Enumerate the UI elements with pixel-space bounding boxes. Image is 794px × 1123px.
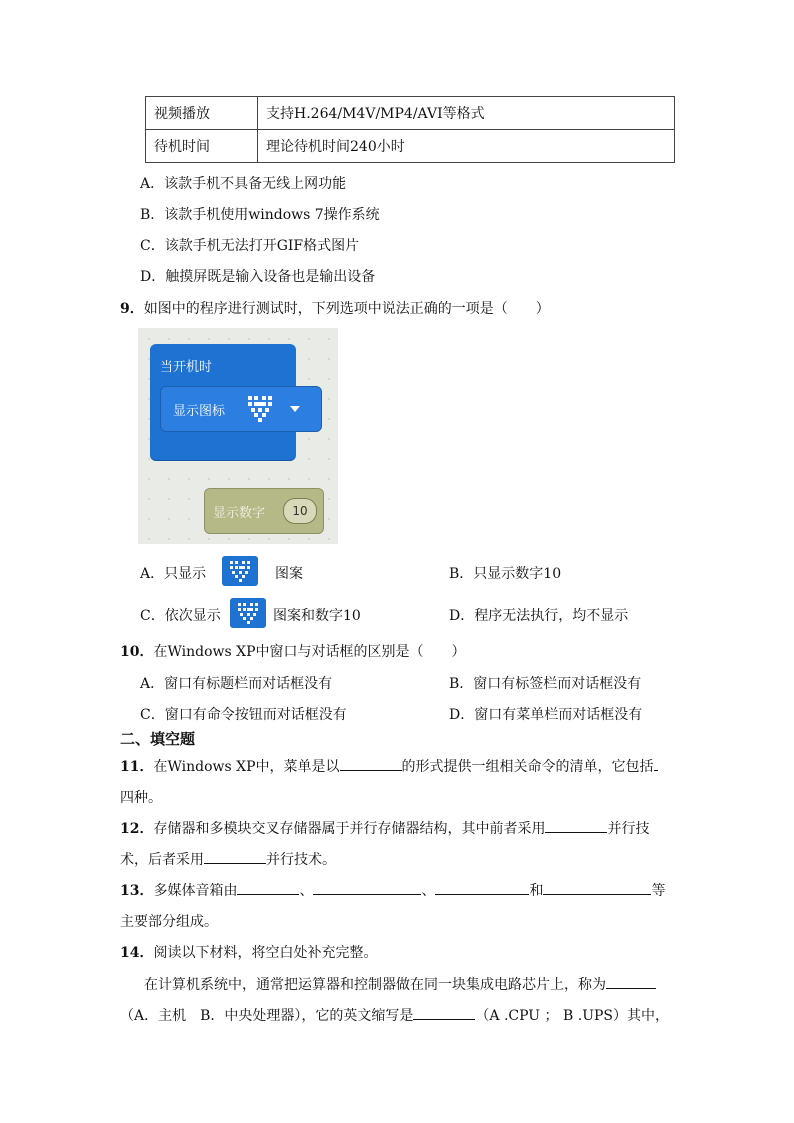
spec-table bbox=[145, 96, 675, 163]
option-c-suffix: 图案和数字10 bbox=[273, 608, 361, 624]
grid-dot bbox=[188, 518, 190, 520]
answer-blank[interactable] bbox=[413, 1005, 475, 1020]
grid-dot bbox=[328, 378, 330, 380]
table-row bbox=[146, 130, 675, 163]
option-c-prefix: C．依次显示 bbox=[140, 608, 221, 624]
grid-dot bbox=[328, 418, 330, 420]
q10-option-b: B．窗口有标签栏而对话框没有 bbox=[449, 676, 642, 692]
option-a-suffix: 图案 bbox=[275, 566, 303, 582]
grid-dot bbox=[148, 538, 150, 540]
option-a-prefix: A．只显示 bbox=[140, 566, 207, 582]
grid-dot bbox=[188, 538, 190, 540]
grid-dot bbox=[308, 338, 310, 340]
question-text: 如图中的程序进行测试时，下列选项中说法正确的一项是（ ） bbox=[143, 301, 550, 317]
question-text: 术，后者采用 bbox=[120, 852, 204, 868]
question-text: 存储器和多模块交叉存储器属于并行存储器结构，其中前者采用 bbox=[153, 821, 546, 837]
answer-blank[interactable] bbox=[313, 880, 421, 895]
grid-dot bbox=[308, 358, 310, 360]
q8-option-c: C．该款手机无法打开GIF格式图片 bbox=[140, 238, 360, 254]
grid-dot bbox=[148, 338, 150, 340]
question-text: 并行技 bbox=[607, 821, 650, 837]
table-cell-value: 支持H.264/M4V/MP4/AVI等格式 bbox=[258, 97, 675, 130]
q9-option-b: B．只显示数字10 bbox=[449, 566, 562, 582]
question-text: 在Windows XP中，菜单是以 bbox=[153, 759, 340, 775]
grid-dot bbox=[228, 538, 230, 540]
table-cell-value: 理论待机时间240小时 bbox=[258, 130, 675, 163]
show-number-block bbox=[204, 488, 324, 534]
question-text: 阅读以下材料，将空白处补充完整。 bbox=[153, 945, 378, 961]
grid-dot bbox=[328, 518, 330, 520]
grid-dot bbox=[208, 478, 210, 480]
program-block-image bbox=[138, 328, 338, 544]
answer-blank[interactable] bbox=[340, 756, 402, 771]
q8-option-a: A．该款手机不具备无线上网功能 bbox=[140, 176, 347, 192]
answer-blank[interactable] bbox=[237, 880, 299, 895]
question-number: 11． bbox=[120, 759, 154, 775]
grid-dot bbox=[168, 338, 170, 340]
number-value: 10 bbox=[283, 498, 317, 524]
separator: 和 bbox=[529, 883, 544, 899]
grid-dot bbox=[148, 498, 150, 500]
question-number: 13． bbox=[120, 883, 154, 899]
section-title: 二、填空题 bbox=[120, 730, 196, 748]
grid-dot bbox=[328, 458, 330, 460]
heart-led-icon bbox=[245, 393, 275, 423]
question-14 bbox=[120, 942, 377, 962]
grid-dot bbox=[168, 498, 170, 500]
q9-option-d: D．程序无法执行，均不显示 bbox=[449, 608, 629, 624]
heart-led-icon bbox=[230, 598, 266, 628]
grid-dot bbox=[328, 498, 330, 500]
grid-dot bbox=[268, 338, 270, 340]
question-number: 10． bbox=[120, 644, 154, 660]
q8-option-b: B．该款手机使用windows 7操作系统 bbox=[140, 207, 380, 223]
grid-dot bbox=[168, 518, 170, 520]
question-text: 等 bbox=[651, 883, 666, 899]
heart-led-icon bbox=[222, 556, 258, 586]
q12-continuation bbox=[120, 849, 336, 869]
answer-blank[interactable] bbox=[545, 818, 607, 833]
grid-dot bbox=[308, 458, 310, 460]
question-number: 14． bbox=[120, 945, 154, 961]
answer-blank[interactable] bbox=[435, 880, 529, 895]
q13-continuation: 主要部分组成。 bbox=[120, 914, 218, 930]
grid-dot bbox=[188, 498, 190, 500]
question-text: 在Windows XP中窗口与对话框的区别是（ ） bbox=[153, 644, 466, 660]
grid-dot bbox=[288, 538, 290, 540]
grid-dot bbox=[328, 438, 330, 440]
grid-dot bbox=[148, 518, 150, 520]
grid-dot bbox=[328, 478, 330, 480]
grid-dot bbox=[308, 478, 310, 480]
question-11 bbox=[120, 756, 658, 776]
table-cell-key: 视频播放 bbox=[146, 97, 258, 130]
grid-dot bbox=[188, 338, 190, 340]
question-text: 并行技术。 bbox=[266, 852, 336, 868]
separator: 、 bbox=[299, 883, 314, 899]
grid-dot bbox=[308, 378, 310, 380]
question-text: （A .CPU ； B .UPS）其中， bbox=[475, 1008, 669, 1024]
question-text: （A．主机 B．中央处理器），它的英文缩写是 bbox=[120, 1008, 414, 1024]
show-number-label: 显示数字 bbox=[213, 506, 266, 521]
grid-dot bbox=[288, 478, 290, 480]
grid-dot bbox=[288, 338, 290, 340]
answer-blank[interactable] bbox=[606, 974, 656, 989]
grid-dot bbox=[328, 538, 330, 540]
question-10 bbox=[120, 641, 466, 661]
question-12 bbox=[120, 818, 649, 838]
question-13 bbox=[120, 880, 665, 900]
grid-dot bbox=[228, 478, 230, 480]
question-number: 12． bbox=[120, 821, 154, 837]
grid-dot bbox=[168, 538, 170, 540]
separator: 、 bbox=[421, 883, 436, 899]
q10-option-c: C．窗口有命令按钮而对话框没有 bbox=[140, 707, 347, 723]
grid-dot bbox=[188, 478, 190, 480]
q14-paragraph-cont bbox=[120, 1005, 669, 1025]
q11-continuation: 四种。 bbox=[120, 790, 162, 806]
q10-option-a: A．窗口有标题栏而对话框没有 bbox=[140, 676, 333, 692]
q9-option-a bbox=[140, 563, 206, 583]
question-text: 的形式提供一组相关命令的清单，它包括 bbox=[401, 759, 654, 775]
question-number: 9． bbox=[120, 301, 144, 317]
grid-dot bbox=[148, 458, 150, 460]
question-text: 在计算机系统中，通常把运算器和控制器做在同一块集成电路芯片上，称为 bbox=[144, 977, 606, 993]
show-icon-block bbox=[160, 386, 322, 432]
answer-blank[interactable] bbox=[654, 756, 658, 771]
grid-dot bbox=[308, 438, 310, 440]
show-icon-label: 显示图标 bbox=[173, 404, 226, 419]
grid-dot bbox=[268, 478, 270, 480]
grid-dot bbox=[248, 338, 250, 340]
q8-option-d: D．触摸屏既是输入设备也是输出设备 bbox=[140, 269, 376, 285]
grid-dot bbox=[208, 338, 210, 340]
grid-dot bbox=[248, 538, 250, 540]
answer-blank[interactable] bbox=[543, 880, 651, 895]
grid-dot bbox=[328, 358, 330, 360]
grid-dot bbox=[268, 538, 270, 540]
grid-dot bbox=[228, 338, 230, 340]
grid-dot bbox=[168, 478, 170, 480]
on-start-label: 当开机时 bbox=[160, 360, 213, 375]
q14-paragraph bbox=[144, 974, 656, 994]
grid-dot bbox=[148, 478, 150, 480]
grid-dot bbox=[308, 538, 310, 540]
grid-dot bbox=[208, 538, 210, 540]
dropdown-triangle-icon bbox=[289, 405, 301, 413]
grid-dot bbox=[248, 478, 250, 480]
q10-option-d: D．窗口有菜单栏而对话框没有 bbox=[449, 707, 643, 723]
table-cell-key: 待机时间 bbox=[146, 130, 258, 163]
table-row bbox=[146, 97, 675, 130]
answer-blank[interactable] bbox=[204, 849, 266, 864]
grid-dot bbox=[328, 398, 330, 400]
grid-dot bbox=[328, 338, 330, 340]
question-9 bbox=[120, 298, 550, 318]
question-text: 多媒体音箱由 bbox=[153, 883, 238, 899]
